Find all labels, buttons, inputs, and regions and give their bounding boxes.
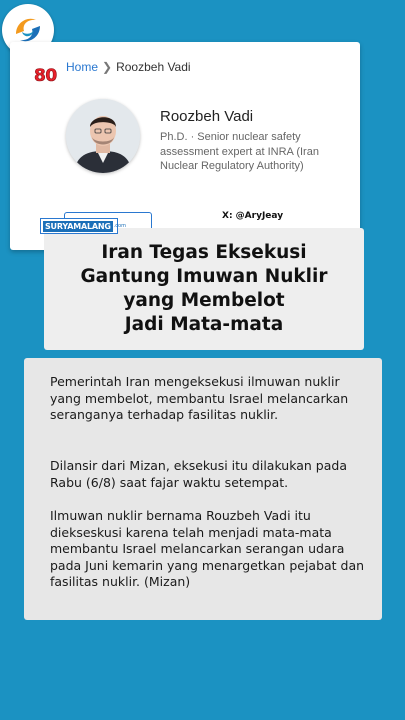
anniversary-badge: 80	[34, 66, 57, 86]
profile-name: Roozbeh Vadi	[160, 108, 254, 125]
profile-description: Ph.D. · Senior nuclear safety assessment expert at INRA (Iran Nuclear Regulatory Authority)	[160, 131, 319, 172]
article-body-card	[24, 358, 382, 620]
body-paragraph: Ilmuwan nuklir bernama Rouzbeh Vadi itu diekseskusi karena telah menjadi mata-mata membantu Israel melancarkan serangan udara pada Juni kemarin yang menargetkan pejabat dan fasilitas nuklir. (Mizan)	[50, 508, 365, 590]
avatar	[66, 99, 140, 173]
chevron-right-icon: ❯	[102, 60, 113, 74]
brand-tag	[40, 218, 126, 234]
headline-line: Jadi Mata-mata	[124, 314, 284, 335]
body-paragraph: Dilansir dari Mizan, eksekusi itu dilakukan pada Rabu (6/8) saat fajar waktu setempat.	[50, 458, 347, 490]
breadcrumb	[66, 60, 191, 74]
image-credit: X: @AryJeay	[222, 211, 284, 221]
headline-line: Gantung Imuwan Nuklir	[80, 266, 328, 287]
headline-card	[44, 228, 364, 350]
breadcrumb-home-link[interactable]: Home	[66, 60, 99, 74]
breadcrumb-current: Roozbeh Vadi	[116, 60, 191, 74]
brand-name: SURYAMALANG	[45, 221, 111, 231]
headline-line: Iran Tegas Eksekusi	[101, 242, 307, 263]
headline-line: yang Membelot	[123, 290, 285, 311]
brand-suffix: .com	[113, 223, 126, 229]
body-paragraph: Pemerintah Iran mengeksekusi ilmuwan nuklir yang membelot, membantu Israel melancarkan seranganya terhadap fasilitas nuklir.	[50, 374, 349, 423]
